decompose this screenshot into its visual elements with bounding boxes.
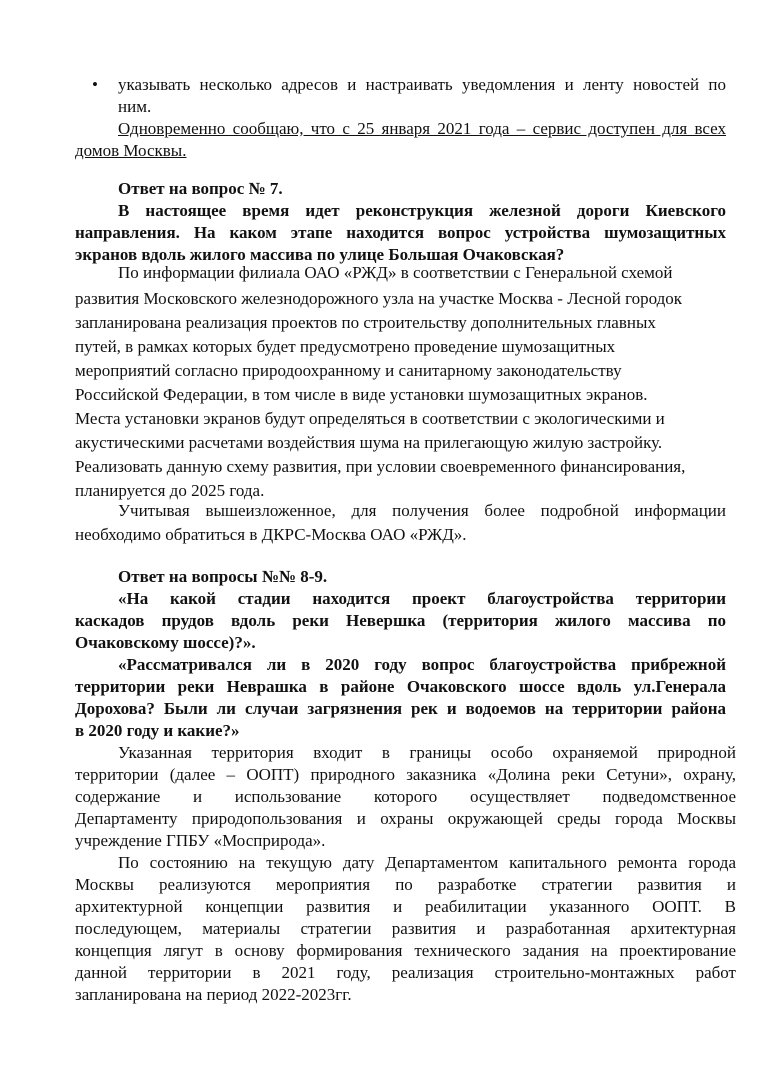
q89-answer1-line-3: содержание и использование которого осуществляет подведомственное bbox=[75, 787, 736, 806]
q7-answer-line-3: запланирована реализация проектов по строительству дополнительных главных bbox=[75, 313, 656, 332]
q89-answer2-line-3: архитектурной концепции развития и реабилитации указанного ООПТ. В bbox=[75, 897, 736, 916]
q7-heading: Ответ на вопрос № 7. bbox=[118, 179, 283, 198]
q7-question-line-2: направления. На каком этапе находится вопрос устройства шумозащитных bbox=[75, 223, 726, 242]
q89-answer1-line-5: учреждение ГПБУ «Мосприрода». bbox=[75, 831, 326, 850]
q89-answer2-line-5: концепция лягут в основу формирования технического задания на проектирование bbox=[75, 941, 736, 960]
q89-answer1-line-4: Департаменту природопользования и охраны окружающей среды города Москвы bbox=[75, 809, 736, 828]
notice-line-2: домов Москвы. bbox=[75, 141, 187, 160]
q7-answer-line-6: Российской Федерации, в том числе в виде установки шумозащитных экранов. bbox=[75, 385, 648, 404]
q7-answer-line-4: путей, в рамках которых будет предусмотрено проведение шумозащитных bbox=[75, 337, 616, 356]
q7-answer-line-1: По информации филиала ОАО «РЖД» в соответствии с Генеральной схемой bbox=[118, 263, 673, 282]
q7-question-line-3: экранов вдоль жилого массива по улице Большая Очаковская? bbox=[75, 245, 565, 264]
q89-answer1-line-2: территории (далее – ООПТ) природного заказника «Долина реки Сетуни», охрану, bbox=[75, 765, 736, 784]
q89-question1-line-1: «На какой стадии находится проект благоустройства территории bbox=[118, 589, 726, 608]
q89-heading: Ответ на вопросы №№ 8-9. bbox=[118, 567, 328, 586]
q89-question1-line-2: каскадов прудов вдоль реки Невершка (территория жилого массива по bbox=[75, 611, 726, 630]
bullet-marker: • bbox=[92, 75, 98, 94]
q89-answer2-line-2: Москвы реализуются мероприятия по разработке стратегии развития и bbox=[75, 875, 736, 894]
q7-answer-line-9: Реализовать данную схему развития, при условии своевременного финансирования, bbox=[75, 457, 686, 476]
q89-question2-line-2: территории реки Неврашка в районе Очаковского шоссе вдоль ул.Генерала bbox=[75, 677, 726, 696]
q7-answer-line-8: акустическими расчетами воздействия шума на прилегающую жилую застройку. bbox=[75, 433, 663, 452]
q7-answer-line-7: Места установки экранов будут определяться в соответствии с экологическими и bbox=[75, 409, 665, 428]
q89-answer2-line-6: данной территории в 2021 году, реализация строительно-монтажных работ bbox=[75, 963, 736, 982]
q89-answer2-line-1: По состоянию на текущую дату Департаментом капитального ремонта города bbox=[118, 853, 736, 872]
q7-answer-line-5: мероприятий согласно природоохранному и санитарному законодательству bbox=[75, 361, 622, 380]
q89-question1-line-3: Очаковскому шоссе)?». bbox=[75, 633, 256, 652]
q89-question2-line-3: Дорохова? Были ли случаи загрязнения рек и водоемов на территории района bbox=[75, 699, 726, 718]
q7-question-line-1: В настоящее время идет реконструкция железной дороги Киевского bbox=[118, 201, 726, 220]
q89-answer1-line-1: Указанная территория входит в границы особо охраняемой природной bbox=[118, 743, 736, 762]
q7-answer-line-10: планируется до 2025 года. bbox=[75, 481, 265, 500]
bullet-text-line-1: указывать несколько адресов и настраивать уведомления и ленту новостей по bbox=[118, 75, 726, 94]
notice-line-1: Одновременно сообщаю, что с 25 января 2021 года – сервис доступен для всех bbox=[118, 119, 726, 138]
q7-followup-line-2: необходимо обратиться в ДКРС-Москва ОАО «РЖД». bbox=[75, 525, 467, 544]
q89-question2-line-4: в 2020 году и какие?» bbox=[75, 721, 240, 740]
q89-answer2-line-4: последующем, материалы стратегии развития и разработанная архитектурная bbox=[75, 919, 736, 938]
q7-followup-line-1: Учитывая вышеизложенное, для получения более подробной информации bbox=[118, 501, 726, 520]
q89-question2-line-1: «Рассматривался ли в 2020 году вопрос благоустройства прибрежной bbox=[118, 655, 726, 674]
bullet-text-line-2: ним. bbox=[118, 97, 152, 116]
q89-answer2-line-7: запланирована на период 2022-2023гг. bbox=[75, 985, 352, 1004]
q7-answer-line-2: развития Московского железнодорожного узла на участке Москва - Лесной городок bbox=[75, 289, 683, 308]
